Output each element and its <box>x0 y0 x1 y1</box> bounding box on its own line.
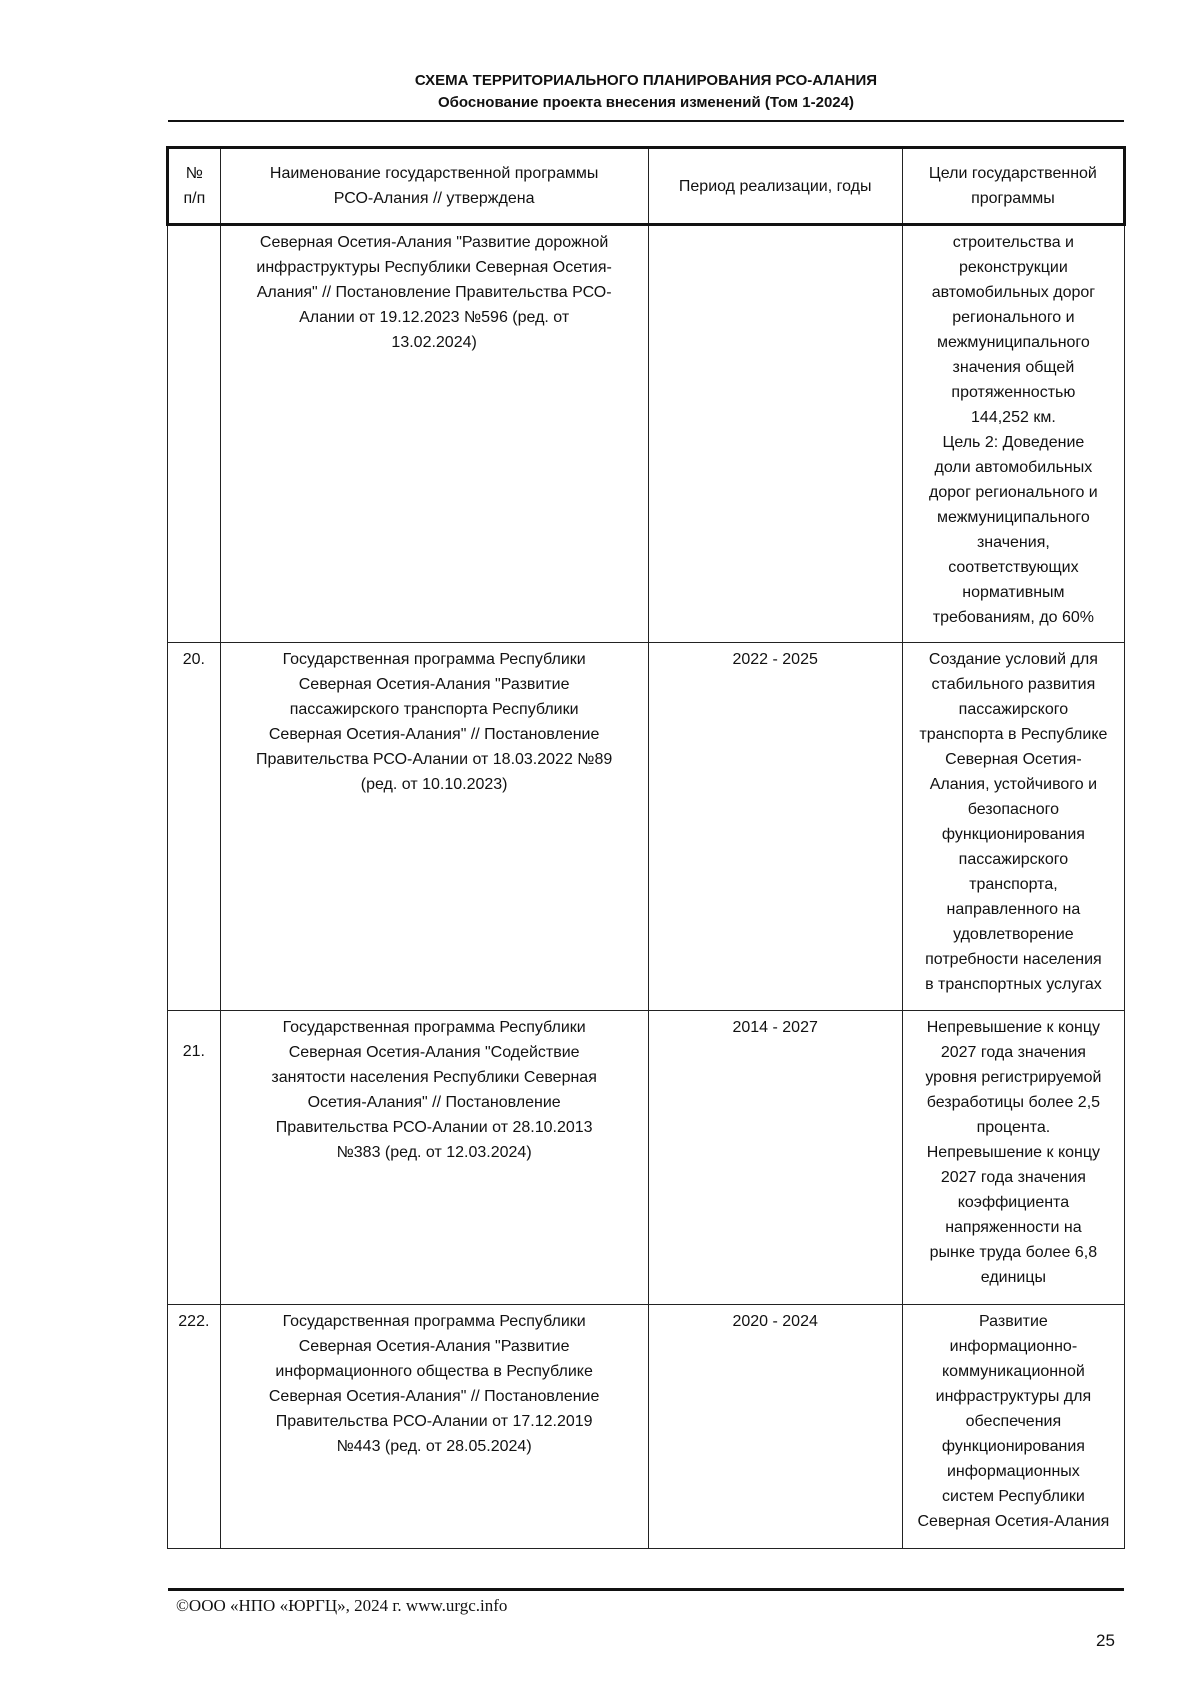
row-period: 2014 - 2027 <box>648 1011 902 1305</box>
row-number <box>168 225 221 643</box>
row-program-name: Государственная программа Республики Северная Осетия-Алания "Содействие занятости населения Республики Северная Осетия-Алания" // Постановление Правительства РСО-Алании от 28.10.2013 №383 (ред. от 12.03.2024) <box>220 1011 648 1305</box>
footer-copyright: ©ООО «НПО «ЮРГЦ», 2024 г. www.urgc.info <box>176 1596 508 1615</box>
table-header-row <box>168 148 1125 225</box>
row-number: 20. <box>168 643 221 1011</box>
row-number: 21. <box>168 1011 221 1305</box>
column-header-program-name: Наименование государственной программы РСО-Алания // утверждена <box>220 148 648 225</box>
row-period <box>648 225 902 643</box>
row-goals: Развитие информационно- коммуникационной инфраструктуры для обеспечения функционирования информационных систем Республики Северная Осетия-Алания <box>902 1305 1124 1549</box>
page-number: 25 <box>1096 1631 1115 1650</box>
table-row <box>168 225 1125 643</box>
row-goals: строительства и реконструкции автомобильных дорог регионального и межмуниципального значения общей протяженностью 144,252 км. Цель 2: Доведение доли автомобильных дорог регионального и межмуниципального значения, соответствующих нормативным требованиям, до 60% <box>902 225 1124 643</box>
table-row <box>168 1305 1125 1549</box>
row-period: 2022 - 2025 <box>648 643 902 1011</box>
footer-divider <box>168 1588 1124 1591</box>
row-period: 2020 - 2024 <box>648 1305 902 1549</box>
table-row <box>168 1011 1125 1305</box>
row-goals: Создание условий для стабильного развития пассажирского транспорта в Республике Северная Осетия- Алания, устойчивого и безопасного функционирования пассажирского транспорта, направленного на удовлетворение потребности населения в транспортных услугах <box>902 643 1124 1011</box>
column-header-goals: Цели государственной программы <box>902 148 1124 225</box>
row-program-name: Государственная программа Республики Северная Осетия-Алания "Развитие информационного общества в Республике Северная Осетия-Алания" // Постановление Правительства РСО-Алании от 17.12.2019 №443 (ред. от 28.05.2024) <box>220 1305 648 1549</box>
row-program-name: Северная Осетия-Алания "Развитие дорожной инфраструктуры Республики Северная Осетия- Алания" // Постановление Правительства РСО- Алании от 19.12.2023 №596 (ред. от 13.02.2024) <box>220 225 648 643</box>
table-row <box>168 643 1125 1011</box>
column-header-number: № п/п <box>168 148 221 225</box>
header-divider <box>168 120 1124 122</box>
row-number: 222. <box>168 1305 221 1549</box>
row-program-name: Государственная программа Республики Северная Осетия-Алания "Развитие пассажирского транспорта Республики Северная Осетия-Алания" // Постановление Правительства РСО-Алании от 18.03.2022 №89 (ред. от 10.10.2023) <box>220 643 648 1011</box>
header-title: СХЕМА ТЕРРИТОРИАЛЬНОГО ПЛАНИРОВАНИЯ РСО-АЛАНИЯ <box>414 72 878 89</box>
row-goals: Непревышение к концу 2027 года значения уровня регистрируемой безработицы более 2,5 процента. Непревышение к концу 2027 года значения коэффициента напряженности на рынке труда более 6,8 единицы <box>902 1011 1124 1305</box>
column-header-period: Период реализации, годы <box>648 148 902 225</box>
header-subtitle: Обоснование проекта внесения изменений (Том 1-2024) <box>438 94 854 111</box>
programs-table <box>166 146 1126 1549</box>
document-header <box>168 70 1124 114</box>
